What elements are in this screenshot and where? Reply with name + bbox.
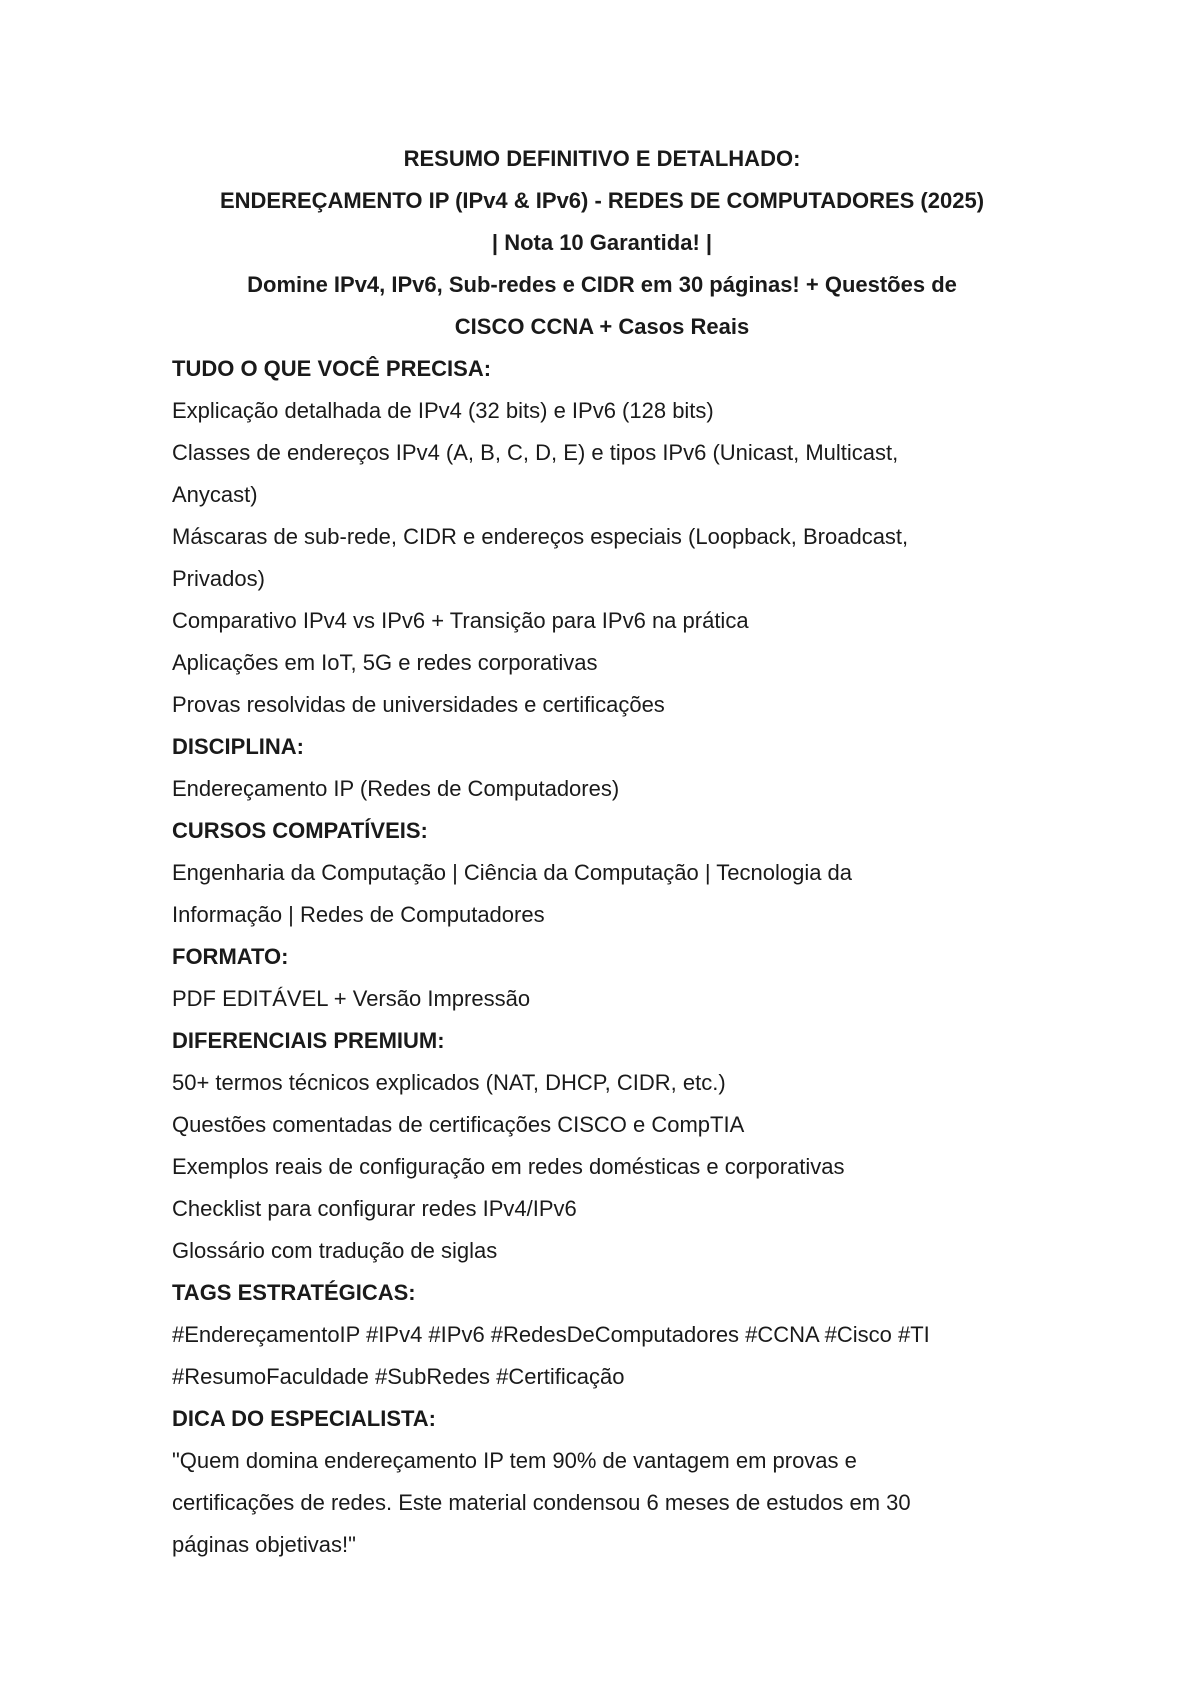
list-item: Questões comentadas de certificações CISCO e CompTIA <box>172 1112 745 1137</box>
section-heading-cursos: CURSOS COMPATÍVEIS: <box>172 818 428 843</box>
list-item: Comparativo IPv4 vs IPv6 + Transição para IPv6 na prática <box>172 608 749 633</box>
title-line-4: Domine IPv4, IPv6, Sub-redes e CIDR em 30 páginas! + Questões de <box>247 272 957 297</box>
section-heading-tudo: TUDO O QUE VOCÊ PRECISA: <box>172 356 492 381</box>
section-heading-diferenciais: DIFERENCIAIS PREMIUM: <box>172 1028 445 1053</box>
list-item: Máscaras de sub-rede, CIDR e endereços especiais (Loopback, Broadcast, <box>172 524 909 549</box>
list-item: Privados) <box>172 566 265 591</box>
section-heading-disciplina: DISCIPLINA: <box>172 734 304 759</box>
section-heading-tags: TAGS ESTRATÉGICAS: <box>172 1280 416 1305</box>
list-item: Glossário com tradução de siglas <box>172 1238 498 1263</box>
list-item: 50+ termos técnicos explicados (NAT, DHCP, CIDR, etc.) <box>172 1070 726 1095</box>
list-item: "Quem domina endereçamento IP tem 90% de vantagem em provas e <box>172 1448 857 1473</box>
list-item: Anycast) <box>172 482 258 507</box>
list-item: Classes de endereços IPv4 (A, B, C, D, E) e tipos IPv6 (Unicast, Multicast, <box>172 440 899 465</box>
list-item: Endereçamento IP (Redes de Computadores) <box>172 776 620 801</box>
title-line-5: CISCO CCNA + Casos Reais <box>454 314 750 339</box>
title-line-1: RESUMO DEFINITIVO E DETALHADO: <box>403 146 801 171</box>
list-item: Exemplos reais de configuração em redes domésticas e corporativas <box>172 1154 845 1179</box>
document-content <box>172 138 1042 1566</box>
list-item: Aplicações em IoT, 5G e redes corporativas <box>172 650 598 675</box>
section-heading-formato: FORMATO: <box>172 944 289 969</box>
list-item: Engenharia da Computação | Ciência da Computação | Tecnologia da <box>172 860 853 885</box>
list-item: Provas resolvidas de universidades e certificações <box>172 692 665 717</box>
list-item: Explicação detalhada de IPv4 (32 bits) e IPv6 (128 bits) <box>172 398 714 423</box>
list-item: PDF EDITÁVEL + Versão Impressão <box>172 986 531 1011</box>
title-line-3: | Nota 10 Garantida! | <box>491 230 713 255</box>
list-item: páginas objetivas!" <box>172 1532 356 1557</box>
list-item: certificações de redes. Este material condensou 6 meses de estudos em 30 <box>172 1490 911 1515</box>
title-line-2: ENDEREÇAMENTO IP (IPv4 & IPv6) - REDES DE COMPUTADORES (2025) <box>219 188 985 213</box>
list-item: #EndereçamentoIP #IPv4 #IPv6 #RedesDeComputadores #CCNA #Cisco #TI <box>172 1322 930 1347</box>
section-heading-dica: DICA DO ESPECIALISTA: <box>172 1406 437 1431</box>
list-item: Checklist para configurar redes IPv4/IPv6 <box>172 1196 577 1221</box>
list-item: Informação | Redes de Computadores <box>172 902 545 927</box>
list-item: #ResumoFaculdade #SubRedes #Certificação <box>172 1364 625 1389</box>
